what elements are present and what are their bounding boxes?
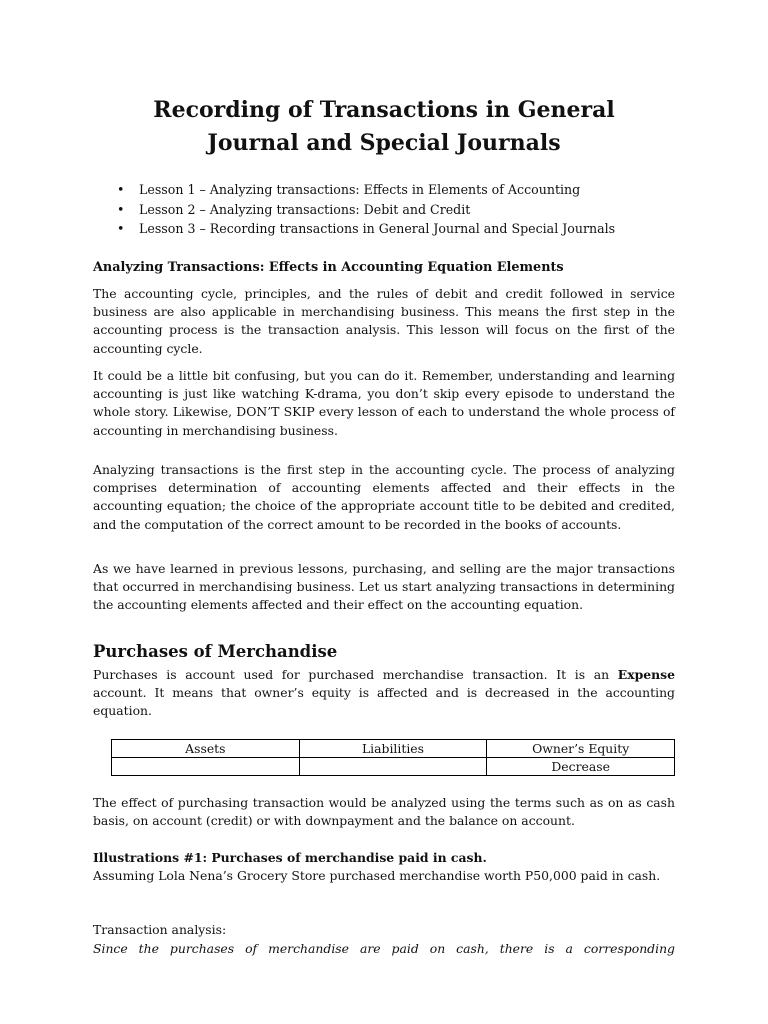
paragraph-analyzing-transactions: Analyzing transactions is the first step in the accounting cycle. The process of analyzing comprises determination of accounting elements affected and their effects in the accounting equation; the choice of the appropriate account title to be debited and credited, and the computation of the correct amount to be recorded in the books of accounts. — [93, 462, 675, 532]
table-cell-assets — [112, 758, 300, 776]
lesson-item: • Lesson 2 – Analyzing transactions: Debit and Credit — [93, 200, 615, 220]
transaction-analysis-label: Transaction analysis: — [93, 922, 227, 937]
illustration-block — [93, 849, 675, 885]
illustration-text: Assuming Lola Nena’s Grocery Store purchased merchandise worth P50,000 paid in cash. — [93, 868, 661, 884]
paragraph-purchases-account — [93, 666, 675, 721]
section-heading-analyzing: Analyzing Transactions: Effects in Accounting Equation Elements — [93, 260, 564, 275]
paragraph-accounting-cycle: The accounting cycle, principles, and the rules of debit and credit followed in service business are also applicable in merchandising business. This means the first step in the accounting process is the transaction analysis. This lesson will focus on the first of the accounting cycle. — [93, 286, 675, 356]
table-row — [112, 758, 675, 776]
document-title — [93, 94, 675, 160]
lesson-item: • Lesson 3 – Recording transactions in General Journal and Special Journals — [93, 219, 615, 239]
illustration-heading: Illustrations #1: Purchases of merchandise paid in cash. — [93, 850, 487, 865]
table-header-liabilities: Liabilities — [299, 740, 487, 758]
purchases-text-after: account. It means that owner’s equity is affected and is decreased in the accounting equation. — [93, 685, 675, 719]
title-line-1: Recording of Transactions in General — [153, 97, 615, 123]
table-header-owners-equity: Owner’s Equity — [487, 740, 675, 758]
table-cell-owners-equity: Decrease — [487, 758, 675, 776]
transaction-analysis-text: Since the purchases of merchandise are paid on cash, there is a corresponding — [93, 941, 675, 956]
paragraph-effect-purchasing: The effect of purchasing transaction would be analyzed using the terms such as on as cash basis, on account (credit) or with downpayment and the balance on account. — [93, 795, 675, 829]
section-heading-purchases: Purchases of Merchandise — [93, 642, 338, 661]
paragraph-purchasing-selling: As we have learned in previous lessons, purchasing, and selling are the major transactions that occurred in merchandising business. Let us start analyzing transactions in determining the accounting elements affected and their effect on the accounting equation. — [93, 561, 675, 613]
expense-term: Expense — [617, 667, 675, 682]
title-line-2: Journal and Special Journals — [207, 130, 561, 156]
table-cell-liabilities — [299, 758, 487, 776]
table-header-row — [112, 740, 675, 758]
paragraph-kdrama: It could be a little bit confusing, but you can do it. Remember, understanding and learning accounting is just like watching K-drama, you don’t skip every episode to understand the whole story. Likewise, DON’T SKIP every lesson of each to understand the whole process of accounting in merchandising business. — [93, 368, 675, 438]
lesson-list — [93, 180, 615, 239]
accounting-equation-table — [111, 739, 675, 776]
lesson-item: • Lesson 1 – Analyzing transactions: Effects in Elements of Accounting — [93, 180, 615, 200]
table-header-assets: Assets — [112, 740, 300, 758]
purchases-text-before: Purchases is account used for purchased merchandise transaction. It is an — [93, 667, 618, 682]
